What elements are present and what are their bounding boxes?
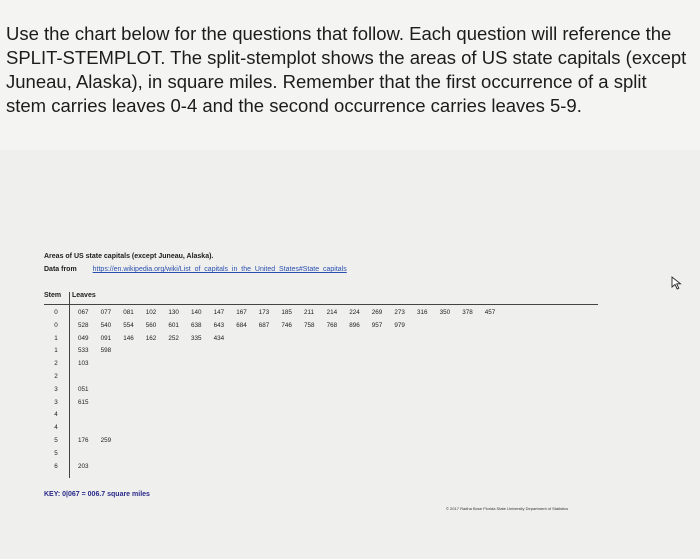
leaf-value: 687: [258, 321, 270, 329]
leaf-value: 051: [78, 385, 89, 393]
leaves-header: Leaves: [72, 292, 96, 299]
source-label: Data from: [44, 266, 77, 273]
leaf-value: 185: [281, 309, 292, 316]
leaf-value: 598: [100, 347, 112, 355]
leaf-value: 528: [78, 321, 89, 329]
leaf-value: 103: [78, 360, 89, 368]
leaf-value: 130: [168, 309, 179, 316]
leaf-value: 211: [304, 309, 315, 316]
leaf-value: 091: [100, 334, 112, 342]
leaf-value: 102: [145, 309, 157, 316]
mouse-cursor-icon: [671, 276, 683, 290]
copyright-note: © 2017 Radha Bose Florida State University Department of Statistics: [446, 506, 569, 511]
leaf-value: 140: [191, 309, 202, 316]
leaf-value: 167: [236, 309, 247, 316]
leaf-value: 049: [78, 334, 89, 342]
leaf-value: 162: [145, 334, 157, 342]
chart-key: KEY: 0|067 = 006.7 square miles: [44, 491, 150, 498]
leaf-value: 896: [349, 321, 360, 329]
leaf-value: 434: [213, 334, 225, 342]
leaf-value: 540: [100, 321, 112, 329]
leaf-value: 758: [304, 321, 315, 329]
leaf-value: 176: [78, 437, 89, 444]
leaf-value: 979: [394, 321, 405, 329]
stem-value: 5: [54, 437, 58, 444]
header-rule: [44, 304, 598, 305]
leaf-value: 081: [123, 309, 134, 316]
stem-value: 4: [54, 424, 58, 432]
stem-value: 5: [54, 449, 58, 457]
leaf-value: 615: [78, 398, 89, 406]
leaf-value: 601: [168, 321, 179, 329]
source-line: [44, 266, 347, 273]
stem-value: 2: [54, 373, 58, 380]
leaf-value: 269: [371, 309, 383, 316]
stem-value: 0: [54, 321, 58, 329]
stem-value: 3: [54, 398, 58, 406]
leaf-value: 067: [78, 309, 89, 316]
stem-value: 4: [54, 411, 58, 419]
leaf-value: 273: [394, 309, 405, 316]
leaf-value: 259: [100, 437, 112, 444]
leaf-value: 684: [236, 321, 247, 329]
stem-value: 6: [54, 462, 58, 470]
leaf-value: 746: [281, 321, 292, 329]
leaf-value: 214: [326, 309, 338, 316]
stem-value: 3: [54, 385, 58, 393]
leaf-value: 378: [462, 309, 473, 316]
leaf-value: 146: [123, 334, 134, 342]
leaf-value: 350: [439, 309, 451, 316]
leaf-value: 077: [100, 309, 112, 316]
source-link[interactable]: https://en.wikipedia.org/wiki/List_of_capitals_in_the_United_States#State_capitals: [92, 266, 347, 273]
leaf-value: 643: [213, 321, 225, 329]
leaf-value: 316: [417, 309, 428, 316]
leaf-value: 768: [326, 321, 338, 329]
leaf-value: 533: [78, 347, 89, 355]
stem-divider: [69, 292, 70, 478]
leaf-value: 335: [191, 334, 202, 342]
instructions-text: Use the chart below for the questions that follow. Each question will reference the SPLIT-STEMPLOT. The split-stemplot shows the areas of US state capitals (except Juneau, Alaska), in square miles. Remember that the first occurrence of a split stem carries leaves 0-4 and the second occurrence carries leaves 5-9.: [6, 23, 687, 116]
stem-value: 2: [54, 360, 58, 368]
leaf-value: 224: [349, 309, 360, 316]
leaf-value: 147: [213, 309, 225, 316]
leaf-value: 457: [484, 309, 496, 316]
leaf-value: 203: [78, 462, 89, 470]
leaf-value: 560: [145, 321, 157, 329]
leaf-value: 638: [191, 321, 202, 329]
stem-value: 0: [54, 309, 58, 316]
leaf-value: 252: [168, 334, 179, 342]
stem-value: 1: [54, 334, 58, 342]
stem-value: 1: [54, 347, 58, 355]
leaf-value: 957: [371, 321, 383, 329]
stem-header: Stem: [44, 292, 62, 299]
leaf-value: 173: [258, 309, 270, 316]
leaf-value: 554: [123, 321, 134, 329]
chart-title: Areas of US state capitals (except Juneau, Alaska).: [44, 253, 214, 260]
